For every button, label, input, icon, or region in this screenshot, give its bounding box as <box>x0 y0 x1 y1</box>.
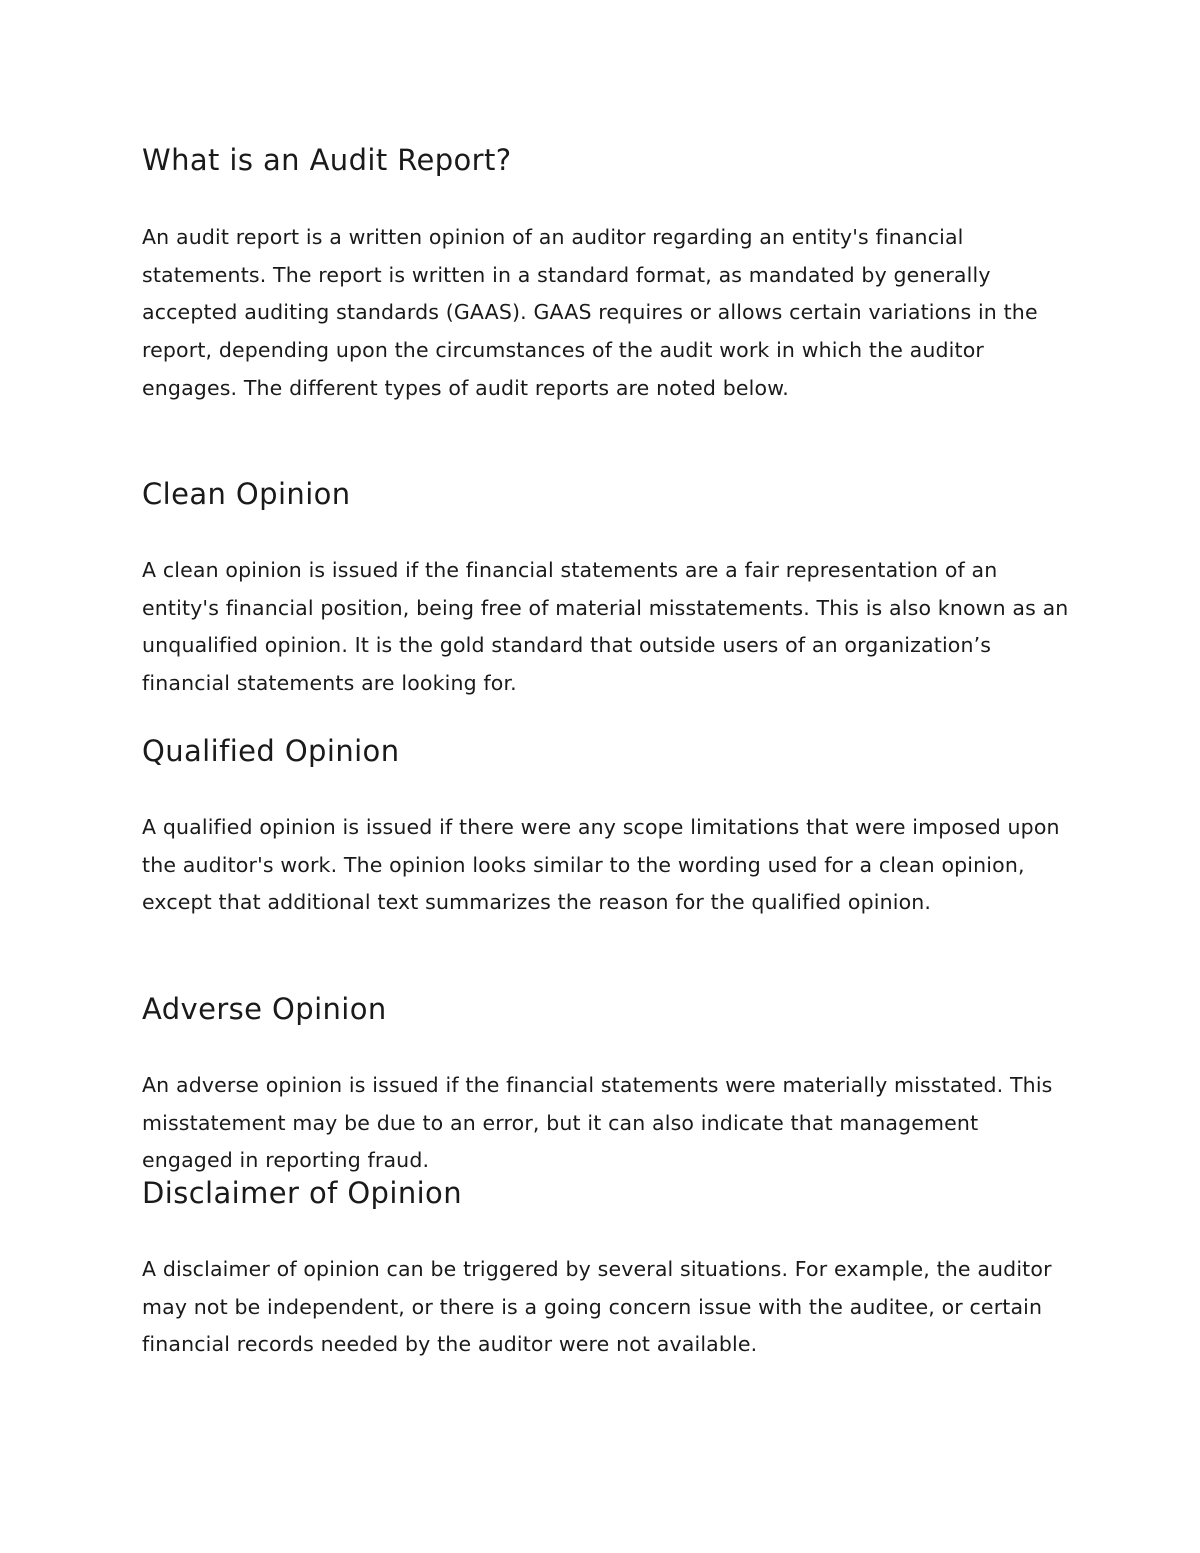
paragraph-audit-report: An audit report is a written opinion of an auditor regarding an entity's financial statements. The report is written in a standard format, as mandated by generally accepted auditing standards (GAAS). GAAS requires or allows certain variations in the report, depending upon the circumstances of the audit work in which the auditor engages. The different types of audit reports are noted below. <box>142 225 1038 400</box>
paragraph-adverse-opinion: An adverse opinion is issued if the financial statements were materially misstated. This misstatement may be due to an error, but it can also indicate that management engaged in reporting fraud. <box>142 1073 1053 1173</box>
heading-disclaimer-of-opinion: Disclaimer of Opinion <box>142 1176 462 1210</box>
paragraph-disclaimer-of-opinion: A disclaimer of opinion can be triggered by several situations. For example, the auditor may not be independent, or there is a going concern issue with the auditee, or certain financial records needed by the auditor were not available. <box>142 1257 1052 1357</box>
heading-adverse-opinion: Adverse Opinion <box>142 992 387 1026</box>
heading-audit-report: What is an Audit Report? <box>142 143 512 177</box>
paragraph-clean-opinion: A clean opinion is issued if the financial statements are a fair representation of an entity's financial position, being free of material misstatements. This is also known as an unqualified opinion. It is the gold standard that outside users of an organization’s financial statements are looking for. <box>142 558 1069 696</box>
paragraph-qualified-opinion: A qualified opinion is issued if there were any scope limitations that were imposed upon the auditor's work. The opinion looks similar to the wording used for a clean opinion, except that additional text summarizes the reason for the qualified opinion. <box>142 815 1060 915</box>
heading-clean-opinion: Clean Opinion <box>142 477 351 511</box>
heading-qualified-opinion: Qualified Opinion <box>142 734 400 768</box>
